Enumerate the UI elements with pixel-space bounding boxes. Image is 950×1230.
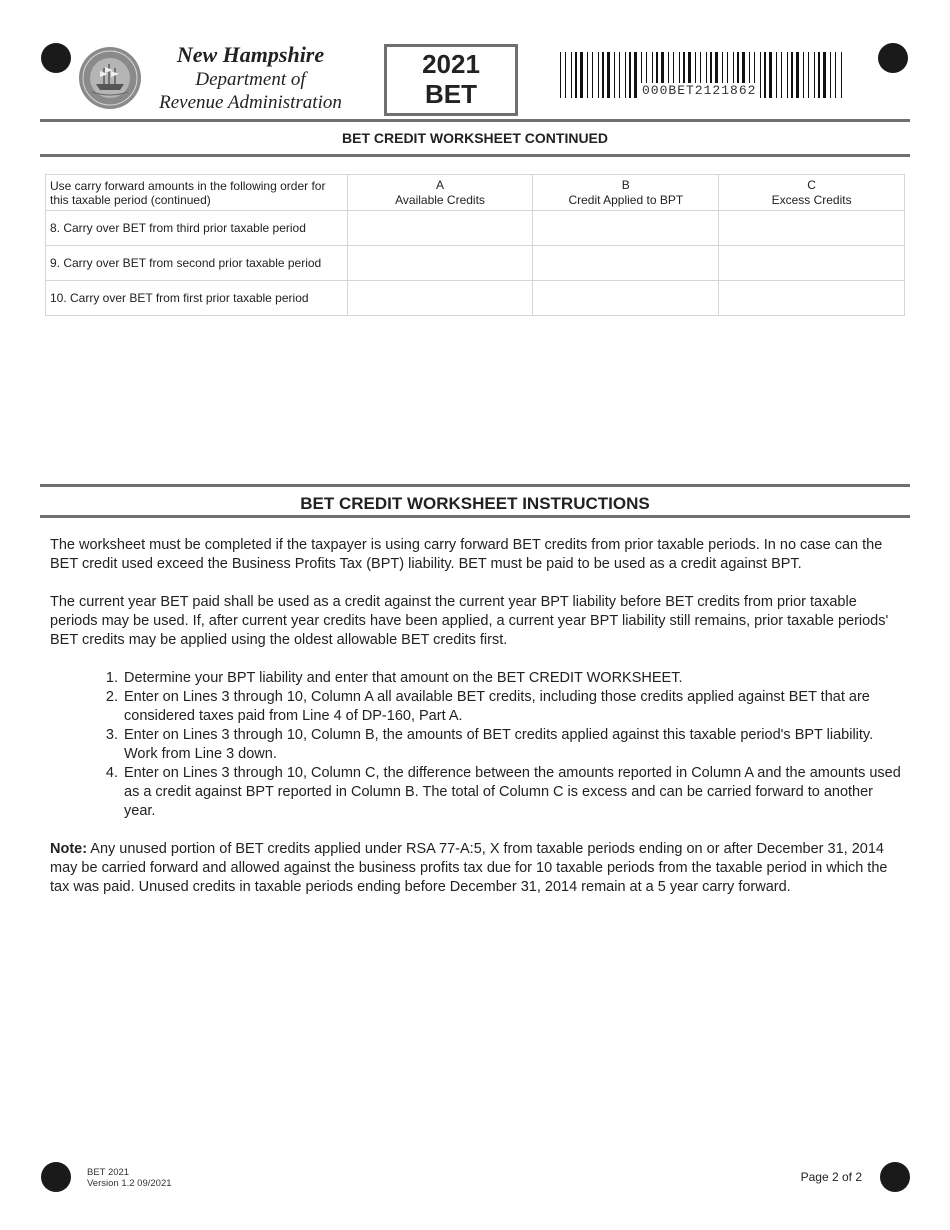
- column-c-header: [719, 175, 905, 211]
- line-9-label: 9. Carry over BET from second prior taxable period: [46, 246, 348, 281]
- column-a-header: [347, 175, 533, 211]
- instructions-steps: [50, 669, 905, 821]
- instruction-step: 2. Enter on Lines 3 through 10, Column A all available BET credits, including those credits applied against BET that are considered taxes paid from Line 4 of DP-160, Part A.: [122, 688, 905, 726]
- agency-department: Department of: [195, 69, 306, 90]
- section-rule: [40, 119, 910, 122]
- column-letter: B: [621, 177, 630, 192]
- line-9-column-a-field[interactable]: [347, 246, 533, 281]
- registration-mark-bottom-left: [41, 1162, 71, 1192]
- table-row: [46, 281, 905, 316]
- instructions-body: [50, 536, 905, 897]
- column-label: Credit Applied to BPT: [568, 192, 684, 207]
- table-row: [46, 246, 905, 281]
- instructions-paragraph: The worksheet must be completed if the taxpayer is using carry forward BET credits from prior taxable periods. In no case can the BET credit used exceed the Business Profits Tax (BPT) liability. BET must be paid to be used as a credit against BPT.: [50, 537, 883, 572]
- agency-state: New Hampshire: [176, 42, 325, 67]
- barcode-number: 000BET2121862: [642, 83, 757, 98]
- note-label: Note:: [50, 841, 88, 857]
- table-row: [46, 211, 905, 246]
- footer-form-id: BET 2021: [87, 1167, 130, 1178]
- worksheet-table: [45, 174, 905, 316]
- page-number: Page 2 of 2: [800, 1170, 862, 1184]
- column-label: Excess Credits: [771, 192, 852, 207]
- note-text: Any unused portion of BET credits applied under RSA 77-A:5, X from taxable periods ending on or after December 31, 2014 may be carried forward and allowed against the business profits tax due for 10 taxable periods from the taxable period in which the tax was paid. Unused credits in taxable periods ending before December 31, 2014 remain at a 5 year carry forward.: [50, 841, 888, 895]
- form-id-box: [384, 44, 518, 116]
- line-8-column-a-field[interactable]: [347, 211, 533, 246]
- instruction-step: 4. Enter on Lines 3 through 10, Column C, the difference between the amounts reported in Column A and the amounts used as a credit against BPT reported in Column B. The total of Column C is excess and can be carried forward to another year.: [122, 764, 905, 821]
- instructions-title: BET CREDIT WORKSHEET INSTRUCTIONS: [300, 494, 650, 513]
- worksheet-intro: Use carry forward amounts in the following order for this taxable period (continued): [46, 175, 348, 211]
- column-b-header: [533, 175, 719, 211]
- state-seal-icon: [78, 46, 142, 110]
- line-9-column-c-field[interactable]: [719, 246, 905, 281]
- line-8-label: 8. Carry over BET from third prior taxable period: [46, 211, 348, 246]
- worksheet-header-row: [46, 175, 905, 211]
- section-rule: [40, 484, 910, 487]
- agency-division: Revenue Administration: [159, 92, 342, 113]
- instruction-step: 1. Determine your BPT liability and enter that amount on the BET CREDIT WORKSHEET.: [122, 669, 905, 688]
- footer-version: Version 1.2 09/2021: [87, 1178, 172, 1189]
- line-10-label: 10. Carry over BET from first prior taxable period: [46, 281, 348, 316]
- line-9-column-b-field[interactable]: [533, 246, 719, 281]
- column-letter: C: [807, 177, 816, 192]
- column-letter: A: [436, 177, 445, 192]
- worksheet-title: BET CREDIT WORKSHEET CONTINUED: [342, 130, 608, 146]
- form-year: 2021: [422, 49, 480, 79]
- section-rule: [40, 515, 910, 518]
- footer-form-info: [87, 1167, 172, 1189]
- column-label: Available Credits: [395, 192, 485, 207]
- registration-mark-bottom-right: [880, 1162, 910, 1192]
- line-10-column-c-field[interactable]: [719, 281, 905, 316]
- agency-name: [148, 42, 353, 114]
- instructions-note: [50, 840, 905, 897]
- registration-mark-top-left: [41, 43, 71, 73]
- instruction-step: 3. Enter on Lines 3 through 10, Column B, the amounts of BET credits applied against this taxable period's BPT liability. Work from Line 3 down.: [122, 726, 905, 764]
- line-10-column-b-field[interactable]: [533, 281, 719, 316]
- instructions-paragraph: The current year BET paid shall be used as a credit against the current year BPT liability before BET credits from prior taxable periods may be used. If, after current year credits have been applied, a current year BPT liability still remains, prior taxable periods' BET credits may be applied using the oldest allowable BET credits first.: [50, 594, 889, 648]
- line-10-column-a-field[interactable]: [347, 281, 533, 316]
- form-name: BET: [425, 79, 477, 109]
- registration-mark-top-right: [878, 43, 908, 73]
- line-8-column-c-field[interactable]: [719, 211, 905, 246]
- line-8-column-b-field[interactable]: [533, 211, 719, 246]
- section-rule: [40, 154, 910, 157]
